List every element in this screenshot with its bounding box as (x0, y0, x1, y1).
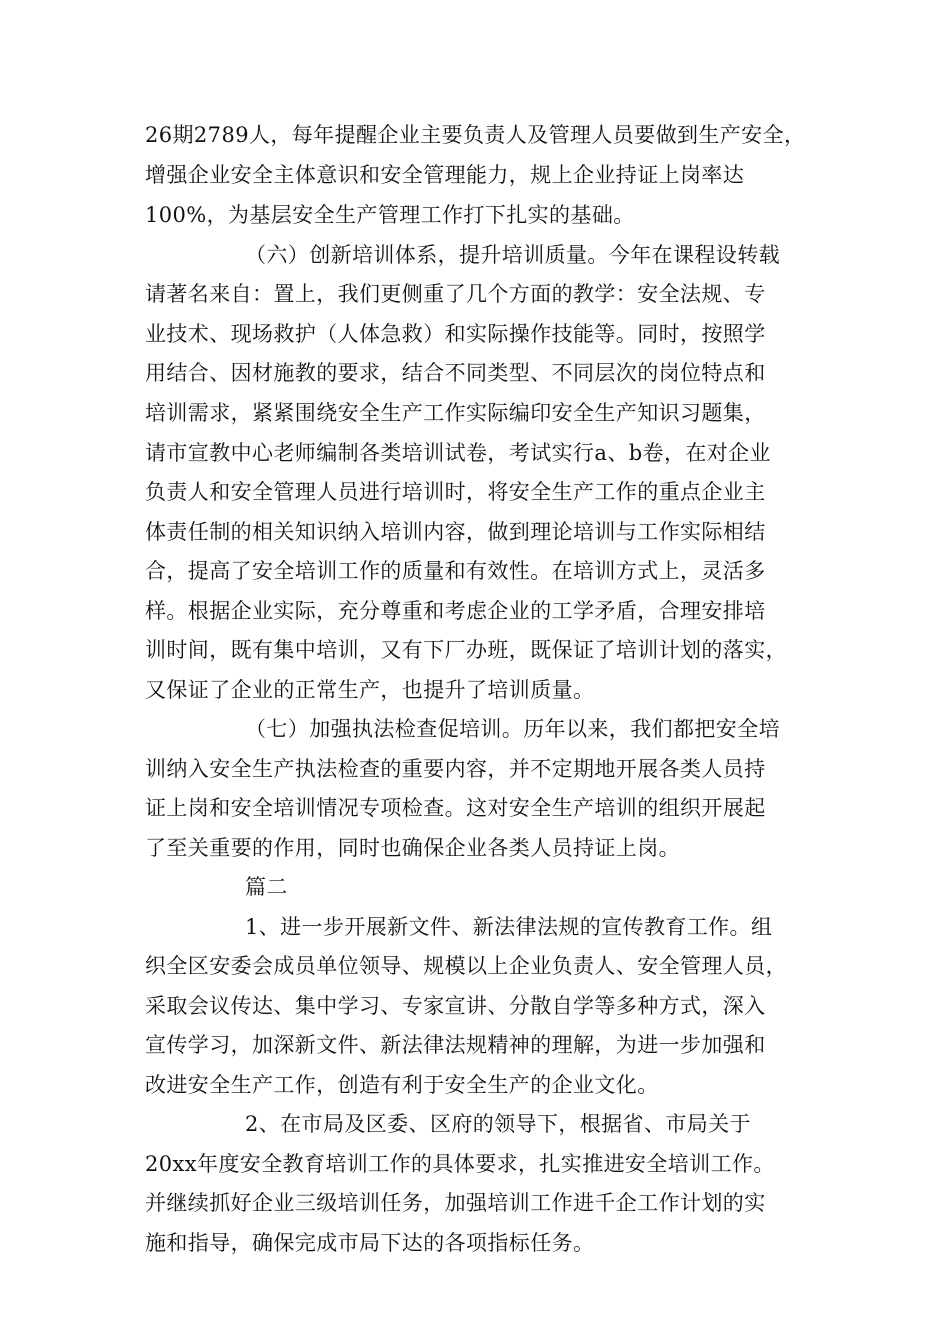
text-line: 合，提高了安全培训工作的质量和有效性。在培训方式上，灵活多 (145, 559, 766, 583)
text-line: 并继续抓好企业三级培训任务，加强培训工作进千企工作计划的实 (145, 1191, 766, 1215)
text-line: 20xx年度安全教育培训工作的具体要求，扎实推进安全培训工作。 (145, 1152, 775, 1176)
text-line: 样。根据企业实际，充分尊重和考虑企业的工学矛盾，合理安排培 (145, 599, 766, 623)
text-line: 1、进一步开展新文件、新法律法规的宣传教育工作。组 (245, 915, 773, 939)
text-line: 训纳入安全生产执法检查的重要内容，并不定期地开展各类人员持 (145, 757, 766, 781)
text-line: 增强企业安全主体意识和安全管理能力，规上企业持证上岗率达 (145, 163, 745, 187)
text-line: （七）加强执法检查促培训。历年以来，我们都把安全培 (245, 717, 780, 741)
text-line: 体责任制的相关知识纳入培训内容，做到理论培训与工作实际相结 (145, 520, 766, 544)
text-line: 训时间，既有集中培训，又有下厂办班，既保证了培训计划的落实， (145, 638, 787, 662)
text-line: 又保证了企业的正常生产，也提升了培训质量。 (145, 678, 595, 702)
text-line: 改进安全生产工作，创造有利于安全生产的企业文化。 (145, 1073, 659, 1097)
text-line: 100%，为基层安全生产管理工作打下扎实的基础。 (145, 203, 635, 227)
text-line: 采取会议传达、集中学习、专家宣讲、分散自学等多种方式，深入 (145, 994, 766, 1018)
section-heading: 篇二 (245, 875, 288, 899)
text-line: 证上岗和安全培训情况专项检查。这对安全生产培训的组织开展起 (145, 796, 766, 820)
text-line: 2、在市局及区委、区府的领导下，根据省、市局关于 (245, 1112, 751, 1136)
text-line: 培训需求，紧紧围绕安全生产工作实际编印安全生产知识习题集， (145, 401, 766, 425)
text-line: 26期2789人，每年提醒企业主要负责人及管理人员要做到生产安全， (145, 123, 806, 147)
text-line: 请著名来自：置上，我们更侧重了几个方面的教学：安全法规、专 (145, 282, 766, 306)
text-line: 请市宣教中心老师编制各类培训试卷，考试实行a、b卷，在对企业 (145, 441, 771, 465)
text-line: 织全区安委会成员单位领导、规模以上企业负责人、安全管理人员， (145, 954, 787, 978)
text-line: 宣传学习，加深新文件、新法律法规精神的理解，为进一步加强和 (145, 1033, 766, 1057)
text-line: （六）创新培训体系，提升培训质量。今年在课程设转载 (245, 243, 780, 267)
text-line: 用结合、因材施教的要求，结合不同类型、不同层次的岗位特点和 (145, 361, 766, 385)
text-line: 了至关重要的作用，同时也确保企业各类人员持证上岗。 (145, 836, 680, 860)
text-line: 负责人和安全管理人员进行培训时，将安全生产工作的重点企业主 (145, 480, 766, 504)
text-line: 业技术、现场救护（人体急救）和实际操作技能等。同时，按照学 (145, 322, 766, 346)
text-line: 施和指导，确保完成市局下达的各项指标任务。 (145, 1231, 595, 1255)
